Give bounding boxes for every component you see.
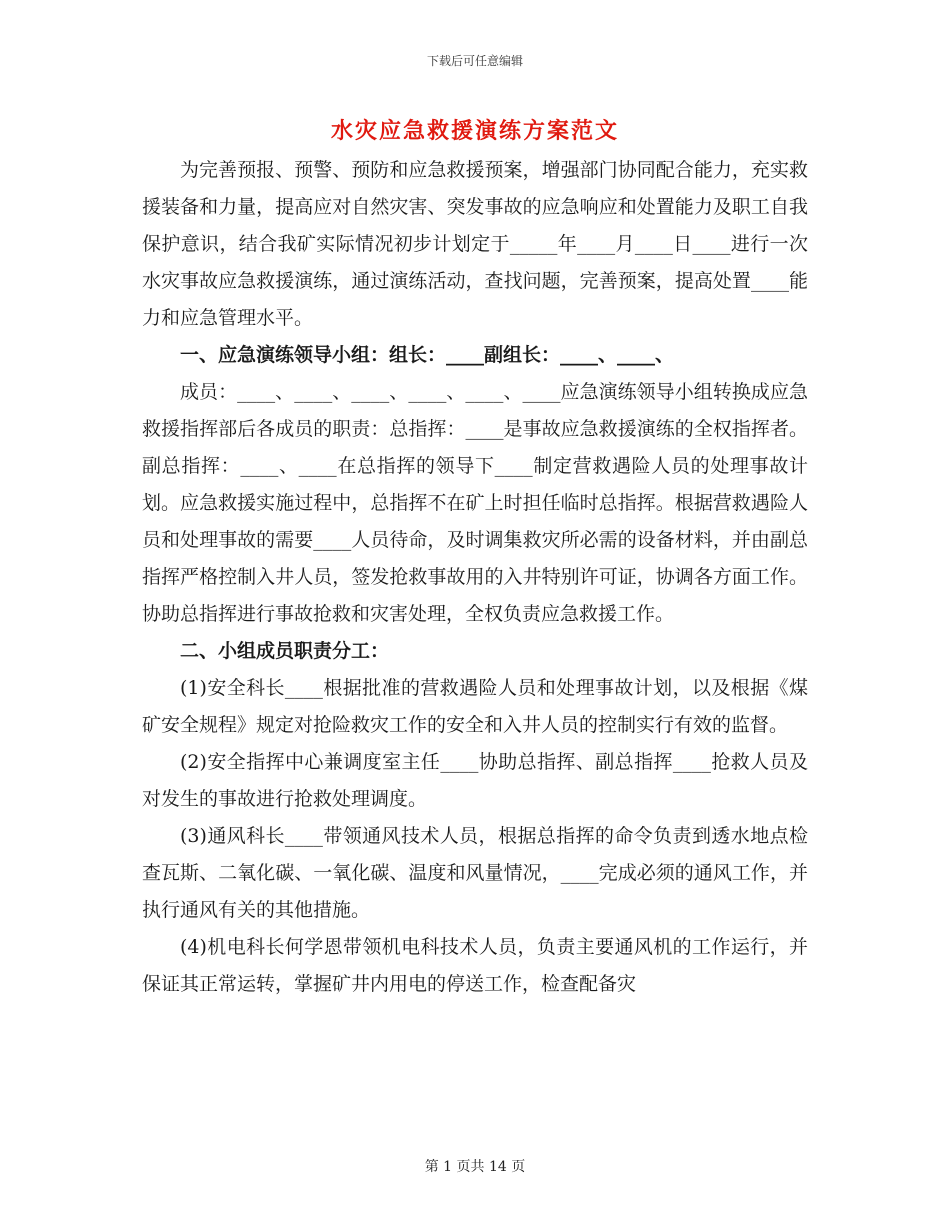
page-footer: 第 1 页共 14 页 [424,1159,526,1175]
intro-paragraph: 为完善预报、预警、预防和应急救援预案，增强部门协同配合能力，充实救援装备和力量，提高应对自然灾害、突发事故的应急响应和处置能力及职工自我保护意识，结合我矿实际情况初步计划定于_____年____月____日____进行一次水灾事故应急救援演练，通过演练活动，查找问题，完善预案，提高处置____能力和应急管理水平。 [142,159,808,329]
section-heading-duties: 二、小组成员职责分工： [180,640,390,662]
page-header: 下载后可任意编辑 [426,54,523,68]
document-body [142,152,808,1003]
document-title: 水灾应急救援演练方案范文 [330,118,619,144]
duty-item-4: (4)机电科长何学恩带领机电科技术人员，负责主要通风机的工作运行，并保证其正常运转，掌握矿井内用电的停送工作，检查配备灾 [142,936,808,995]
duty-item-1: (1)安全科长____根据批准的营救遇险人员和处理事故计划，以及根据《煤矿安全规程》规定对抢险救灾工作的安全和入井人员的控制实行有效的监督。 [142,677,808,736]
duty-item-3: (3)通风科长____带领通风技术人员，根据总指挥的命令负责到透水地点检查瓦斯、二氧化碳、一氧化碳、温度和风量情况，____完成必须的通风工作，并执行通风有关的其他措施。 [142,825,808,921]
section-heading-leadership: 一、应急演练领导小组：组长：____副组长：____、____、 [180,344,675,366]
duty-item-2: (2)安全指挥中心兼调度室主任____协助总指挥、副总指挥____抢救人员及对发生的事故进行抢救处理调度。 [142,751,808,810]
members-paragraph: 成员：____、____、____、____、____、____应急演练领导小组转换成应急救援指挥部后各成员的职责：总指挥：____是事故应急救援演练的全权指挥者。副总指挥：____、____在总指挥的领导下____制定营救遇险人员的处理事故计划。应急救援实施过程中，总指挥不在矿上时担任临时总指挥。根据营救遇险人员和处理事故的需要____人员待命，及时调集救灾所必需的设备材料，并由副总指挥严格控制入井人员，签发抢救事故用的入井特别许可证，协调各方面工作。协助总指挥进行事故抢救和灾害处理，全权负责应急救援工作。 [142,381,808,625]
